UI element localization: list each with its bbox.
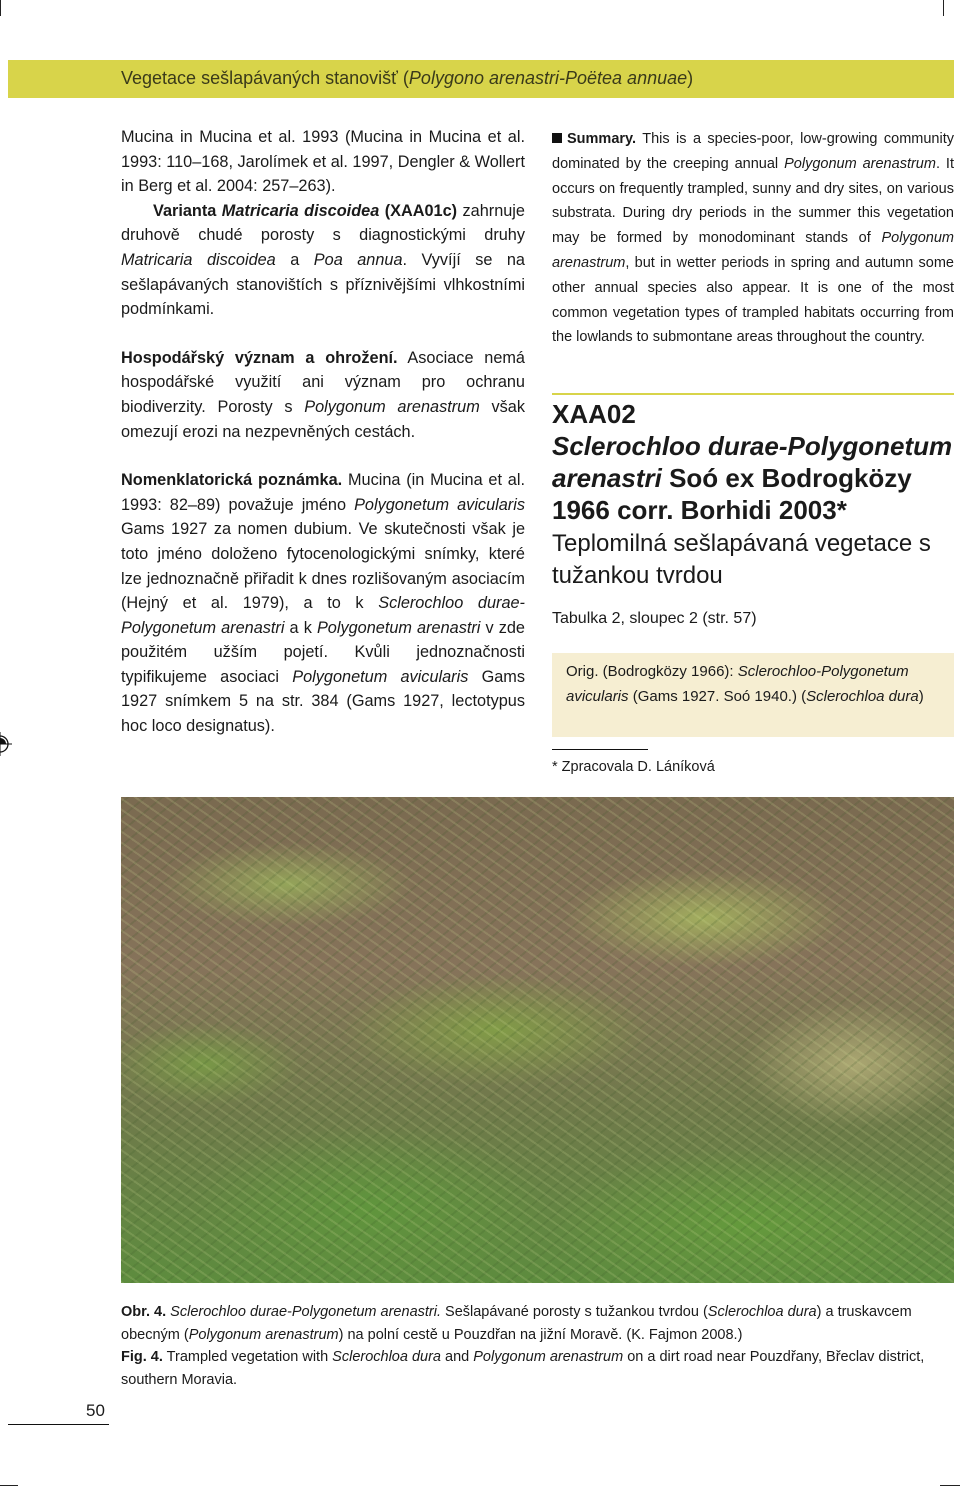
association-code: XAA02: [552, 399, 636, 429]
association-czech-name: Teplomilná sešlapávaná vegetace s tužankou tvrdou: [552, 530, 931, 589]
caption-english: Fig. 4. Trampled vegetation with Sclerochloa dura and Polygonum arenastrum on a dirt road near Pouzdřany, Břeclav district, southern Moravia.: [121, 1349, 925, 1388]
photo-texture: [121, 797, 954, 1283]
author-footnote: * Zpracovala D. Láníková: [552, 759, 715, 775]
section-divider: [552, 393, 954, 395]
summary-paragraph: Summary. This is a species-poor, low-growing community dominated by the creeping annual Polygonum arenastrum. It occurs on frequently trampled, sunny and dry sites, on various substrata. During dry periods in the summer this vegetation may be formed by monodominant stands of Polygonum arenastrum, but in wetter periods in spring and autumn some other annual species also appear. It is one of the most common vegetation types of trampled habitats occurring from the lowlands to submontane areas throughout the country.: [552, 131, 954, 346]
footnote-rule: [552, 749, 648, 750]
paragraph-references: Mucina in Mucina et al. 1993 (Mucina in Mucina et al. 1993: 110–168, Jarolímek et al. 1997, Dengler & Wollert in Berg et al. 2004: 257–263).: [121, 128, 525, 196]
bullet-square-icon: [552, 133, 562, 143]
crop-mark-top-right: [943, 0, 944, 16]
figure-caption: [121, 1301, 954, 1391]
page-number-rule: [8, 1424, 109, 1425]
section-header-title: Vegetace sešlapávaných stanovišť (Polygono arenastri-Poëtea annuae): [121, 68, 694, 88]
paragraph-nomenclature-note: Nomenklatorická poznámka. Mucina (in Mucina et al. 1993: 82–89) považuje jméno Polygonetum avicularis Gams 1927 za nomen dubium. Ve skutečnosti však je toto jméno doloženo fytocenologickými snímky, které lze jednoznačně přiřadit k dnes rozlišovaným asociacím (Hejný et al. 1979), a to k Sclerochloo durae-Polygonetum arenastri a k Polygonetum arenastri v zde použitém užším pojetí. Kvůli jednoznačnosti typifikujeme asociaci Polygonetum avicularis Gams 1927 snímkem 5 na str. 384 (Gams 1927, lectotypus hoc loco designatus).: [121, 471, 526, 736]
crop-mark-bottom-left-h: [0, 1485, 18, 1486]
paragraph-variant: Varianta Matricaria discoidea (XAA01c) zahrnuje druhově chudé porosty s diagnostickými druhy Matricaria discoidea a Poa annua. Vyvíjí se na sešlapávaných stanovištích s příznivějšími vlhkostními podmínkami.: [121, 201, 525, 319]
original-name-box: [552, 653, 954, 737]
table-reference: Tabulka 2, sloupec 2 (str. 57): [552, 610, 757, 627]
registration-mark-icon: [0, 730, 14, 758]
vegetation-photo: [121, 797, 954, 1283]
crop-mark-bottom-right-h: [940, 1485, 960, 1486]
page-number: 50: [86, 1401, 105, 1420]
original-name-text: Orig. (Bodrogközy 1966): Sclerochloo-Polygonetum avicularis (Gams 1927. Soó 1940.) (Sclerochloa dura): [566, 663, 924, 705]
association-heading: [552, 398, 954, 526]
crop-mark-top-left: [0, 0, 1, 16]
paragraph-economic-importance: Hospodářský význam a ohrožení. Asociace nemá hospodářské využití ani význam pro ochranu biodiverzity. Porosty s Polygonum arenastrum však omezují erozi na nezpevněných cestách.: [121, 348, 525, 441]
association-name: Sclerochloo durae-Polygonetum arenastri Soó ex Bodrogközy 1966 corr. Borhidi 2003*: [552, 431, 953, 525]
left-text-column: [121, 125, 525, 739]
caption-czech: Obr. 4. Sclerochloo durae-Polygonetum arenastri. Sešlapávané porosty s tužankou tvrdou (Sclerochloa dura) a truskavcem obecným (Polygonum arenastrum) na polní cestě u Pouzdřan na jižní Moravě. (K. Fajmon 2008.): [121, 1304, 912, 1343]
